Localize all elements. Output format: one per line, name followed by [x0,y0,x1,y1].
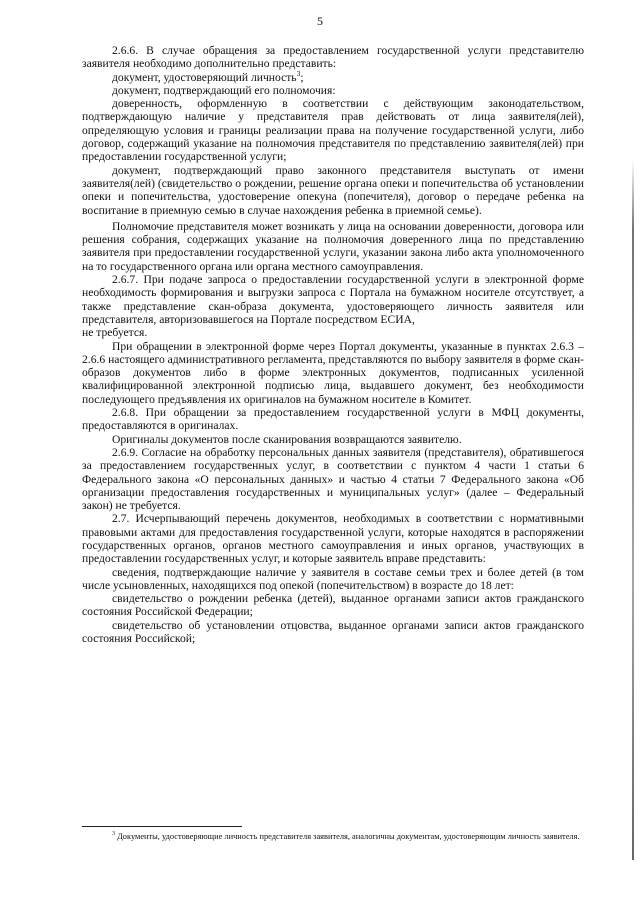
footnote-3 [82,832,584,842]
paragraph-birth-certificate: свидетельство о рождении ребенка (детей), выданное органами записи актов гражданского состояния Российской Федерации; [82,592,584,619]
paragraph-representative-authority: Полномочие представителя может возникать у лица на основании доверенности, договора или решения собрания, содержащих указание на полномочия доверенного лица по представлению заявителя при предоставлении государственной услуги, указании закона либо акта уполномоченного на то государственного органа или органа местного самоуправления. [82,219,584,273]
footnote-mark: 3 [112,831,115,838]
paragraph-identity-document [82,68,584,84]
document-body [82,44,584,645]
page-number: 5 [317,14,323,28]
paragraph-2-6-6: 2.6.6. В случае обращения за предоставлением государственной услуги представителю заявителя необходимо дополнительно представить: [82,44,584,71]
footnote-reference-3[interactable]: 3 [296,68,301,78]
paragraph-not-required: не требуется. [82,326,148,340]
footnote-text: Документы, удостоверяющие личность представителя заявителя, аналогичны документам, удостоверяющим личность заявителя. [115,832,580,841]
paragraph-originals-returned: Оригиналы документов после сканирования возвращаются заявителю. [112,432,462,446]
paragraph-family-composition: сведения, подтверждающие наличие у заявителя в составе семьи трех и более детей (в том числе усыновленных, находящихся под опекой (попечительством) в возрасте до 18 лет: [82,565,584,592]
footnote-divider [82,826,242,827]
paragraph-identity-document-text: документ, удостоверяющий личность [112,70,297,84]
paragraph-2-7: 2.7. Исчерпывающий перечень документов, необходимых в соответствии с нормативными правовыми актами для предоставления государственной услуги, которые находятся в распоряжении государственных органов, органов местного самоуправления и иных органов, участвующих в предоставлении государственных услуг, и которые заявитель вправе представить: [82,512,584,566]
paragraph-paternity-certificate: свидетельство об установлении отцовства, выданное органами записи актов гражданского состояния Российской; [82,618,584,646]
paragraph-legal-representative: документ, подтверждающий право законного представителя выступать от имени заявителя(лей) (свидетельство о рождении, решение органа опеки и попечительства об установлении опеки и попечительства, удостоверение опекуна (попечителя), договор о передаче ребенка на воспитание в приемную семью в случае нахождения ребенка в приемной семье). [82,163,584,217]
paragraph-2-6-7: 2.6.7. При подаче запроса о предоставлении государственной услуги в электронной форме необходимость формирования и выгрузки запроса с Портала на бумажном носителе отсутствует, а также представление скан-образа документа, удостоверяющего личность заявителя или представителя, авторизовавшегося на Портале посредством ЕСИА, [82,273,584,326]
paragraph-identity-document-tail: ; [300,70,304,84]
scan-edge-shadow [632,160,634,860]
paragraph-power-of-attorney: доверенность, оформленную в соответствии с действующим законодательством, подтверждающую наличие у представителя прав действовать от лица заявителя(лей), определяющую условия и границы реализации права на получение государственной услуги, либо договор, содержащий указание на полномочия представителя по представлению заявителя(лей) при предоставлении государственной услуги; [82,97,584,164]
paragraph-2-6-8: 2.6.8. При обращении за предоставлением государственной услуги в МФЦ документы, предоставляются в оригиналах. [82,406,584,433]
paragraph-electronic-submission: При обращении в электронной форме через Портал документы, указанные в пунктах 2.6.3 – 2.6.6 настоящего административного регламента, представляются по выбору заявителя в форме скан-образов документов либо в форме электронных документов, подписанных усиленной квалифицированной электронной подписью лица, выдавшего документ, без необходимости последующего предъявления их оригиналов на бумажном носителе в Комитет. [82,339,585,406]
paragraph-authority-document: документ, подтверждающий его полномочия: [112,83,336,97]
paragraph-2-6-9: 2.6.9. Согласие на обработку персональных данных заявителя (представителя), обратившегося за предоставлением государственных услуг, в соответствии с пунктом 4 части 1 статьи 6 Федерального закона «О персональных данных» и частью 4 статьи 7 Федерального закона «Об организации предоставления государственных и муниципальных услуг» (далее – Федеральный закон) не требуется. [82,445,584,513]
